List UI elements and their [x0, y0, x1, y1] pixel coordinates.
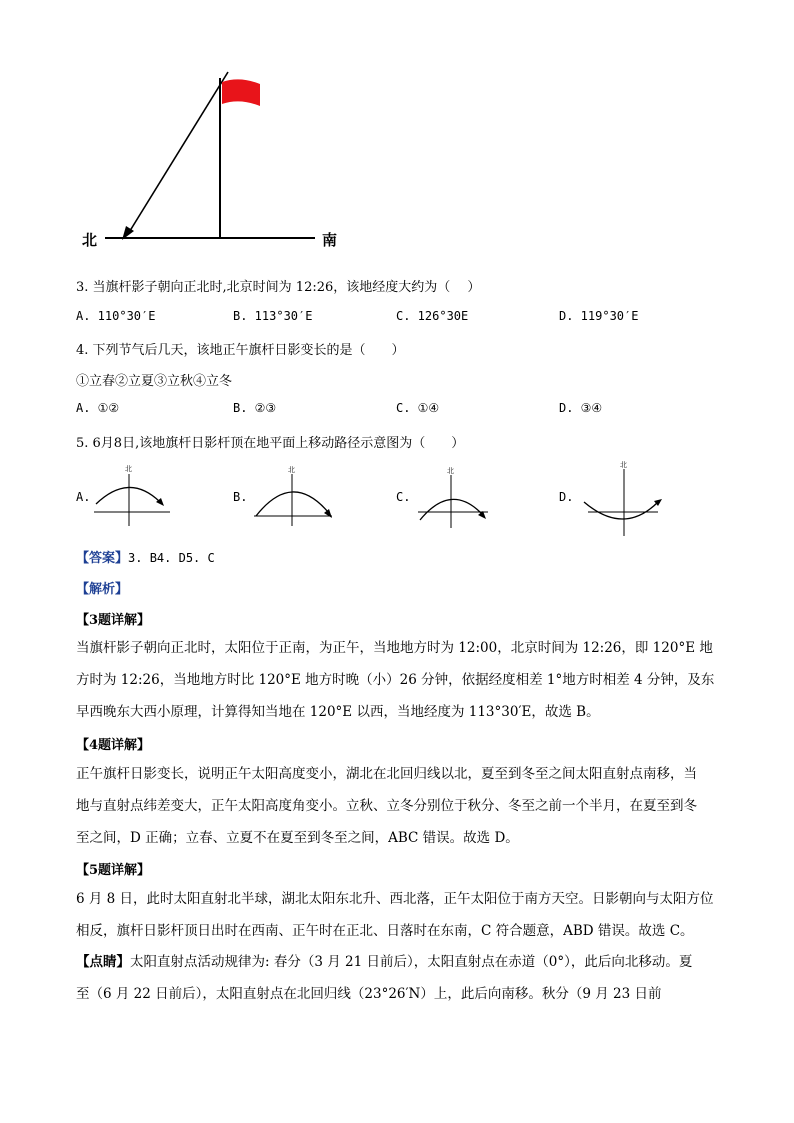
north-label: 北: [620, 461, 627, 469]
q4-option-b: B. ②③: [233, 401, 277, 415]
detail-3-tag: 【3题详解】: [76, 613, 151, 628]
detail-5-line-2: 相反，旗杆日影杆顶日出时在西南、正午时在正北、日落时在东南，C 符合题意，ABD 错误。故选 C。: [76, 923, 694, 939]
flagpole-figure: [70, 60, 370, 260]
tip-text-1: 太阳直射点活动规律为: 春分（3 月 21 日前后），太阳直射点在赤道（0°），此后向北移动。夏: [130, 954, 693, 970]
q4-stem: 4. 下列节气后几天，该地正午旗杆日影变长的是（ ）: [76, 343, 405, 358]
q3-option-d: D. 119°30′E: [559, 309, 639, 323]
q5-diagram-c-letter: C.: [396, 490, 411, 504]
detail-4-body: [76, 758, 716, 854]
detail-3-body: [76, 632, 716, 728]
detail-4-line-2: 地与直射点纬差变大，正午太阳高度角变小。立秋、立冬分别位于秋分、冬至之前一个半月，在夏至到冬: [76, 798, 697, 814]
tip-body: [76, 946, 716, 1010]
detail-4-tag: 【4题详解】: [76, 738, 151, 753]
q5-diagram-b-letter: B.: [233, 490, 248, 504]
path-arrowhead: [324, 509, 332, 518]
detail-5-line-1: 6 月 8 日，此时太阳直射北半球，湖北太阳东北升、西北落，正午太阳位于南方天空。日影朝向与太阳方位: [76, 891, 714, 907]
shadow-path: [96, 487, 160, 504]
q4-items: ①立春②立夏③立秋④立冬: [76, 374, 233, 389]
q5-diagram-b: [252, 462, 342, 532]
north-label: 北: [125, 465, 132, 473]
detail-3-line-1: 当旗杆影子朝向正北时，太阳位于正南，为正午，当地地方时为 12:00，北京时间为 12:26，即 120°E 地: [76, 640, 713, 656]
answer-line: [76, 547, 215, 566]
q4-option-d: D. ③④: [559, 401, 603, 415]
detail-3-line-2: 方时为 12:26，当地地方时比 120°E 地方时晚（小）26 分钟，依据经度相差 1°地方时相差 4 分钟，及东: [76, 672, 715, 688]
north-label: 北: [288, 466, 295, 474]
red-flag: [222, 79, 260, 106]
q4-option-c: C. ①④: [396, 401, 440, 415]
q3-option-c: C. 126°30E: [396, 309, 469, 323]
q3-option-b: B. 113°30′E: [233, 309, 313, 323]
north-label: 北: [82, 231, 98, 249]
q5-diagram-d: [580, 456, 670, 538]
tip-line-2: 至（6 月 22 日前后），太阳直射点在北回归线（23°26′N）上，此后向南移。秋分（9 月 23 日前: [76, 986, 662, 1002]
tip-tag: 【点睛】: [76, 954, 130, 970]
sun-ray-line: [128, 72, 228, 234]
tip-line-1: [76, 946, 716, 978]
q3-option-a: A. 110°30′E: [76, 309, 156, 323]
detail-5-body: [76, 883, 716, 947]
detail-5-tag: 【5题详解】: [76, 863, 151, 878]
detail-3-line-3: 早西晚东大西小原理，计算得知当地在 120°E 以西，当地经度为 113°30′E，故选 B。: [76, 704, 600, 720]
q3-stem: 3. 当旗杆影子朝向正北时,北京时间为 12:26，该地经度大约为（ ）: [76, 280, 481, 295]
answer-text: 3. B4. D5. C: [128, 551, 215, 565]
q5-diagram-c: [414, 462, 504, 532]
q4-option-a: A. ①②: [76, 401, 120, 415]
south-label: 南: [322, 231, 338, 249]
analysis-tag: 【解析】: [76, 582, 129, 597]
q5-diagram-d-letter: D.: [559, 490, 574, 504]
detail-4-line-3: 至之间，D 正确；立春、立夏不在夏至到冬至之间，ABC 错误。故选 D。: [76, 830, 519, 846]
detail-4-line-1: 正午旗杆日影变长，说明正午太阳高度变小，湖北在北回归线以北，夏至到冬至之间太阳直射点南移，当: [76, 766, 697, 782]
answer-tag: 【答案】: [76, 551, 129, 566]
q5-diagram-a: [90, 462, 180, 532]
q5-diagram-a-letter: A.: [76, 490, 91, 504]
shadow-path: [584, 502, 658, 519]
north-label: 北: [447, 467, 454, 475]
q5-stem: 5. 6月8日,该地旗杆日影杆顶在地平面上移动路径示意图为（ ）: [76, 436, 465, 451]
